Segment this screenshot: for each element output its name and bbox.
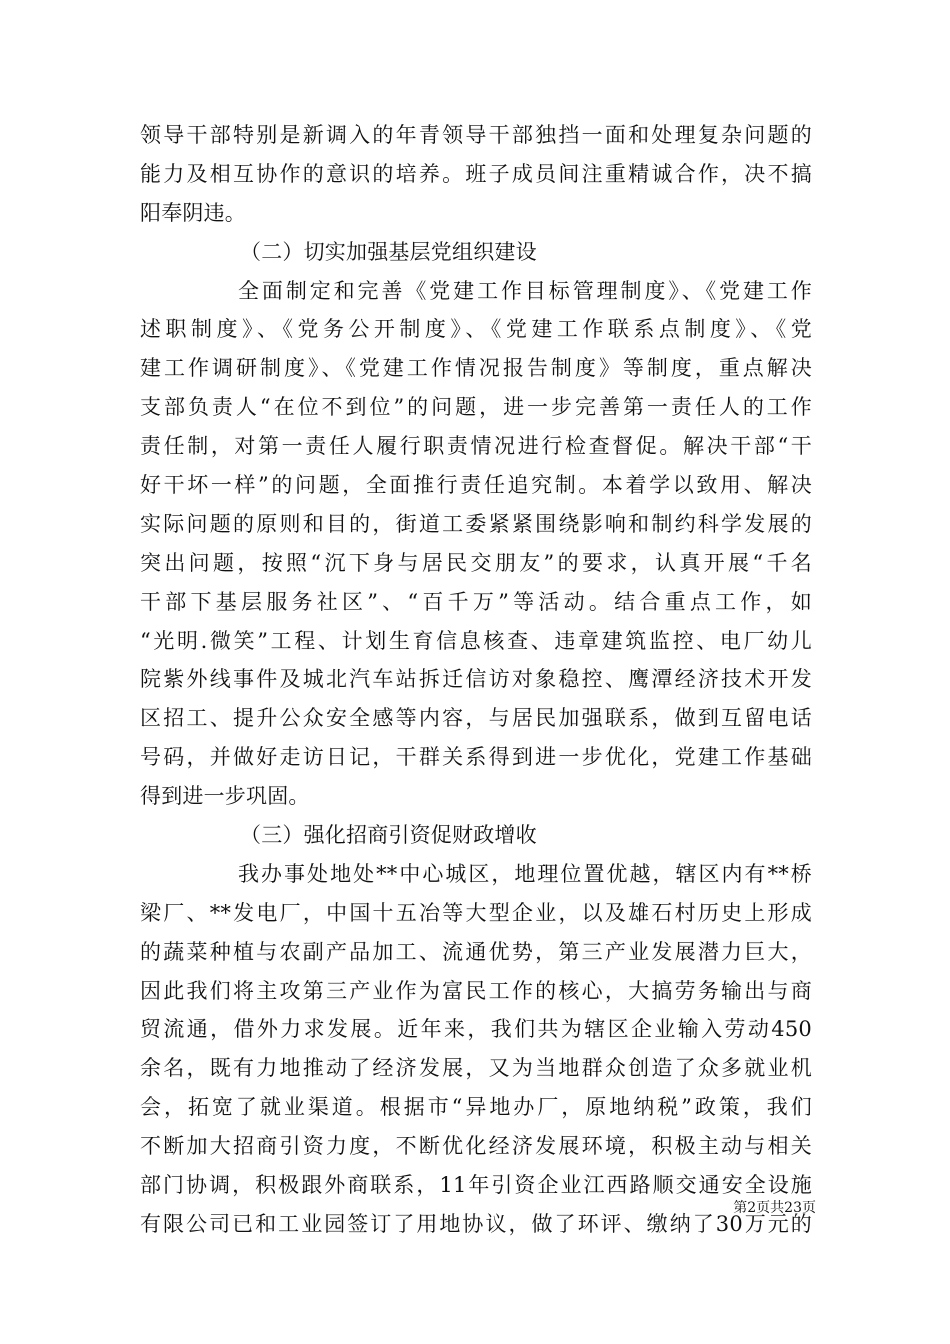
text-line: 有限公司已和工业园签订了用地协议，做了环评、缴纳了30万元的 [140, 1211, 812, 1236]
text-line: 不断加大招商引资力度，不断优化经济发展环境，积极主动与相关 [140, 1134, 812, 1159]
text-line: 领导干部特别是新调入的年青领导干部独挡一面和处理复杂问题的 [140, 123, 812, 147]
text-line: 我办事处地处**中心城区，地理位置优越，辖区内有**桥 [238, 861, 812, 886]
text-line: 支部负责人“在位不到位”的问题，进一步完善第一责任人的工作 [140, 395, 812, 420]
text-line: 院紫外线事件及城北汽车站拆迁信访对象稳控、鹰潭经济技术开发 [140, 667, 812, 692]
text-line: “光明.微笑”工程、计划生育信息核查、违章建筑监控、电厂幼儿 [140, 628, 812, 653]
text-line: 实际问题的原则和目的，街道工委紧紧围绕影响和制约科学发展的 [140, 511, 812, 536]
text-line: 能力及相互协作的意识的培养。班子成员间注重精诚合作，决不搞 [140, 161, 812, 186]
text-line: 干部下基层服务社区”、“百千万”等活动。结合重点工作，如 [140, 589, 812, 614]
text-line: 得到进一步巩固。 [140, 784, 310, 809]
section-heading: （三）强化招商引资促财政增收 [240, 823, 537, 848]
text-line: 区招工、提升公众安全感等内容，与居民加强联系，做到互留电话 [140, 706, 812, 731]
body-text [140, 116, 812, 1244]
text-line: 突出问题，按照“沉下身与居民交朋友”的要求，认真开展“千名 [140, 550, 812, 575]
text-line: 建工作调研制度》、《党建工作情况报告制度》等制度，重点解决 [140, 356, 812, 381]
text-line: 梁厂、**发电厂，中国十五冶等大型企业，以及雄石村历史上形成 [140, 900, 812, 925]
text-line: 述职制度》、《党务公开制度》、《党建工作联系点制度》、《党 [140, 317, 812, 342]
text-line: 余名，既有力地推动了经济发展，又为当地群众创造了众多就业机 [140, 1056, 812, 1081]
page-number: 第2页共23页 [733, 1200, 816, 1216]
text-line: 好干坏一样”的问题，全面推行责任追究制。本着学以致用、解决 [140, 473, 812, 498]
section-heading: （二）切实加强基层党组织建设 [240, 239, 537, 264]
text-line: 全面制定和完善《党建工作目标管理制度》、《党建工作 [238, 278, 812, 303]
text-line: 阳奉阴违。 [140, 200, 246, 225]
text-line: 部门协调，积极跟外商联系，11年引资企业江西路顺交通安全设施 [140, 1173, 812, 1198]
text-line: 责任制，对第一责任人履行职责情况进行检查督促。解决干部“干 [140, 434, 812, 459]
text-line: 因此我们将主攻第三产业作为富民工作的核心，大搞劳务输出与商 [140, 978, 812, 1003]
text-line: 会，拓宽了就业渠道。根据市“异地办厂，原地纳税”政策，我们 [140, 1095, 812, 1120]
text-line: 号码，并做好走访日记，干群关系得到进一步优化，党建工作基础 [140, 745, 812, 770]
text-line: 的蔬菜种植与农副产品加工、流通优势，第三产业发展潜力巨大， [140, 939, 812, 964]
text-line: 贸流通，借外力求发展。近年来，我们共为辖区企业输入劳动450 [140, 1017, 812, 1042]
